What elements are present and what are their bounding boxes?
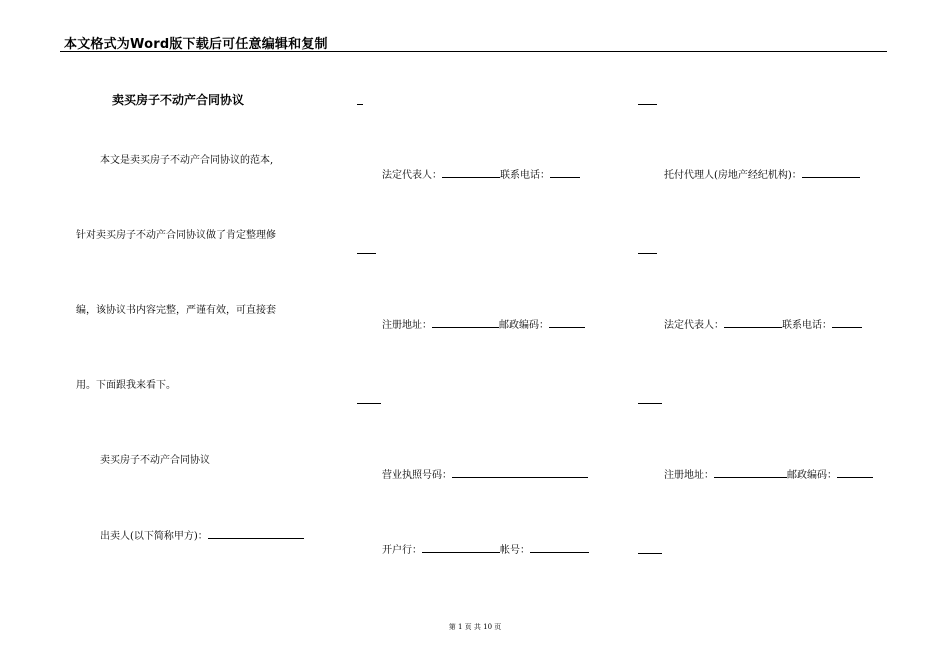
license-blank	[452, 468, 588, 478]
seller-field	[100, 529, 304, 543]
document-title: 卖买房子不动产合同协议	[112, 93, 245, 107]
legal-rep-label: 法定代表人：	[382, 170, 442, 181]
col2-license-row	[382, 468, 588, 482]
legal-rep-blank	[724, 318, 782, 328]
postcode-blank	[549, 318, 585, 328]
col2-bank-row	[382, 543, 589, 557]
col2-legal-rep-row	[382, 168, 580, 182]
col2-line-top	[357, 104, 363, 105]
postcode-blank	[837, 468, 873, 478]
agent-label: 托付代理人(房地产经纪机构)：	[664, 170, 802, 181]
col3-line-2	[638, 253, 657, 254]
col3-agent-row	[664, 168, 860, 182]
intro-line-3: 编，该协议书内容完整，严谨有效，可直接套	[76, 305, 276, 316]
account-blank	[530, 543, 589, 553]
col3-line-3	[638, 403, 662, 404]
col3-line-4	[638, 553, 662, 554]
page-footer	[0, 622, 950, 632]
footer-prefix: 第	[448, 623, 456, 631]
footer-page-number: 1	[457, 623, 463, 631]
col3-line-top	[638, 104, 657, 105]
legal-rep-label: 法定代表人：	[664, 320, 724, 331]
footer-mid: 页 共	[464, 623, 481, 631]
account-label: 帐号：	[500, 545, 530, 556]
reg-addr-blank	[714, 468, 787, 478]
reg-addr-blank	[432, 318, 499, 328]
license-label: 营业执照号码：	[382, 470, 452, 481]
seller-blank	[208, 529, 304, 539]
legal-rep-blank	[442, 168, 500, 178]
bank-blank	[422, 543, 500, 553]
agent-blank	[802, 168, 860, 178]
bank-label: 开户行：	[382, 545, 422, 556]
header-title: 本文格式为Word版下载后可任意编辑和复制	[64, 37, 328, 52]
contract-subtitle: 卖买房子不动产合同协议	[100, 455, 210, 466]
reg-addr-label: 注册地址：	[664, 470, 714, 481]
phone-label: 联系电话：	[500, 170, 550, 181]
phone-blank	[832, 318, 862, 328]
col2-line-2	[357, 253, 376, 254]
reg-addr-label: 注册地址：	[382, 320, 432, 331]
phone-label: 联系电话：	[782, 320, 832, 331]
postcode-label: 邮政编码：	[787, 470, 837, 481]
col3-address-row	[664, 468, 873, 482]
phone-blank	[550, 168, 580, 178]
seller-label: 出卖人(以下简称甲方)：	[100, 531, 208, 542]
intro-line-2: 针对卖买房子不动产合同协议做了肯定整理修	[76, 230, 276, 241]
footer-total-pages: 10	[483, 623, 493, 631]
col2-line-3	[357, 403, 381, 404]
col3-legal-rep-row	[664, 318, 862, 332]
intro-line-4: 用。下面跟我来看下。	[76, 380, 176, 391]
footer-suffix: 页	[494, 623, 502, 631]
header-rule	[60, 51, 887, 52]
col2-address-row	[382, 318, 585, 332]
postcode-label: 邮政编码：	[499, 320, 549, 331]
intro-line-1: 本文是卖买房子不动产合同协议的范本,	[100, 155, 274, 166]
